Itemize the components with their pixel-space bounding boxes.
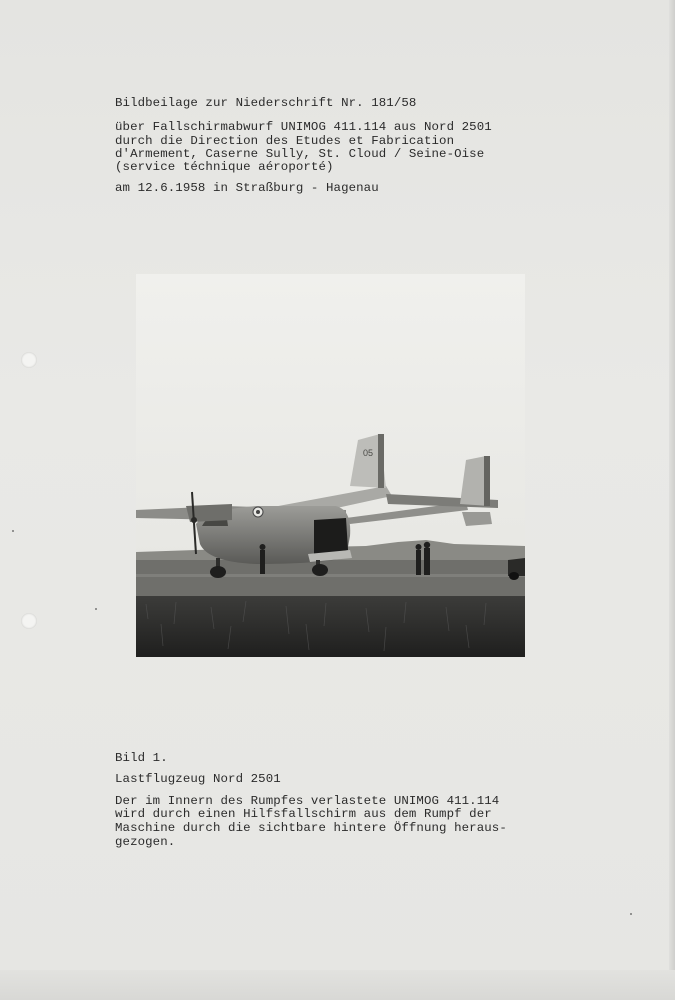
paper-speck	[12, 530, 14, 532]
header-line: (service téchnique aéroporté)	[115, 160, 334, 174]
fin-rudder-near	[378, 434, 384, 488]
header-line: über Fallschirmabwurf UNIMOG 411.114 aus Nord 2501	[115, 120, 492, 134]
person-near-aircraft	[260, 550, 265, 574]
airfield-tarmac	[136, 560, 525, 596]
runway-line	[136, 574, 525, 577]
person-head	[416, 544, 422, 550]
person-standing-right	[424, 548, 430, 575]
punch-hole-lower	[21, 613, 37, 629]
fin-base-far	[462, 512, 492, 526]
page-edge-bottom	[0, 970, 675, 1000]
header-line: durch die Direction des Etudes et Fabrication	[115, 134, 455, 148]
caption-line: Der im Innern des Rumpfes verlastete UNIMOG 411.114	[115, 794, 500, 808]
caption-line: Maschine durch die sichtbare hintere Öffnung heraus-	[115, 821, 507, 835]
punch-hole-upper	[21, 352, 37, 368]
nose-gear-wheel	[210, 566, 226, 578]
paper-speck	[630, 913, 632, 915]
header-line: d'Armement, Caserne Sully, St. Cloud / Seine-Oise	[115, 147, 485, 161]
vehicle-wheel	[509, 572, 519, 580]
tail-marking: 05	[363, 448, 374, 458]
person-head	[260, 544, 266, 550]
roundel-center	[256, 510, 260, 514]
main-gear-wheel	[312, 564, 328, 576]
figure-subject: Lastflugzeug Nord 2501	[115, 772, 281, 786]
grass-foreground	[136, 596, 525, 657]
header-date-line: am 12.6.1958 in Straßburg - Hagenau	[115, 181, 379, 195]
paper-speck	[95, 608, 97, 610]
header-title-line: Bildbeilage zur Niederschrift Nr. 181/58	[115, 96, 417, 110]
figure-label: Bild 1.	[115, 751, 168, 765]
caption-line: wird durch einen Hilfsfallschirm aus dem Rumpf der	[115, 807, 492, 821]
rear-cargo-opening	[314, 518, 348, 556]
person-standing-left	[416, 550, 421, 575]
fin-rudder-far	[484, 456, 490, 506]
aircraft-photo	[136, 274, 525, 657]
caption-line: gezogen.	[115, 835, 176, 849]
person-head	[424, 542, 430, 548]
aircraft-photo-drawing	[136, 274, 525, 657]
propeller-hub	[191, 517, 197, 523]
page-edge-right	[669, 0, 675, 1000]
